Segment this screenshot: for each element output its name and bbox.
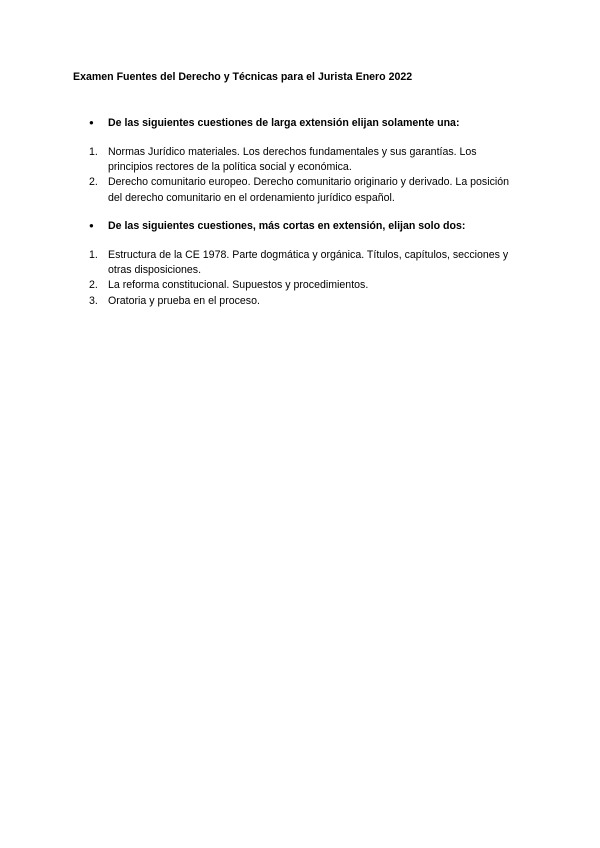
list-item-number: 1.	[89, 146, 98, 158]
list-item	[89, 248, 529, 278]
bullet-icon: ●	[89, 118, 94, 127]
bullet-icon: ●	[89, 221, 94, 230]
list-item	[89, 278, 529, 293]
list-item-number: 1.	[89, 249, 98, 261]
list-item-text: Estructura de la CE 1978. Parte dogmática y orgánica. Títulos, capítulos, secciones y otras disposiciones.	[108, 249, 509, 277]
short-questions-list	[89, 248, 529, 309]
list-item-text: La reforma constitucional. Supuestos y procedimientos.	[108, 279, 369, 292]
long-questions-list	[89, 145, 529, 206]
list-item-number: 3.	[89, 294, 98, 307]
list-item	[89, 145, 529, 175]
list-item-text: Derecho comunitario europeo. Derecho comunitario originario y derivado. La posición del derecho comunitario en el ordenamiento jurídico español.	[108, 176, 510, 204]
list-item-text: Normas Jurídico materiales. Los derechos fundamentales y sus garantías. Los principios rectores de la política social y económica.	[108, 146, 477, 174]
list-item	[89, 175, 529, 205]
list-item-number: 2.	[89, 279, 98, 292]
document-title: Examen Fuentes del Derecho y Técnicas para el Jurista Enero 2022	[73, 71, 413, 83]
section-heading-text: De las siguientes cuestiones de larga extensión elijan solamente una:	[108, 117, 460, 129]
section-heading-text: De las siguientes cuestiones, más cortas en extensión, elijan solo dos:	[108, 220, 466, 232]
list-item	[89, 294, 529, 309]
list-item-text: Oratoria y prueba en el proceso.	[108, 294, 260, 307]
list-item-number: 2.	[89, 176, 98, 189]
